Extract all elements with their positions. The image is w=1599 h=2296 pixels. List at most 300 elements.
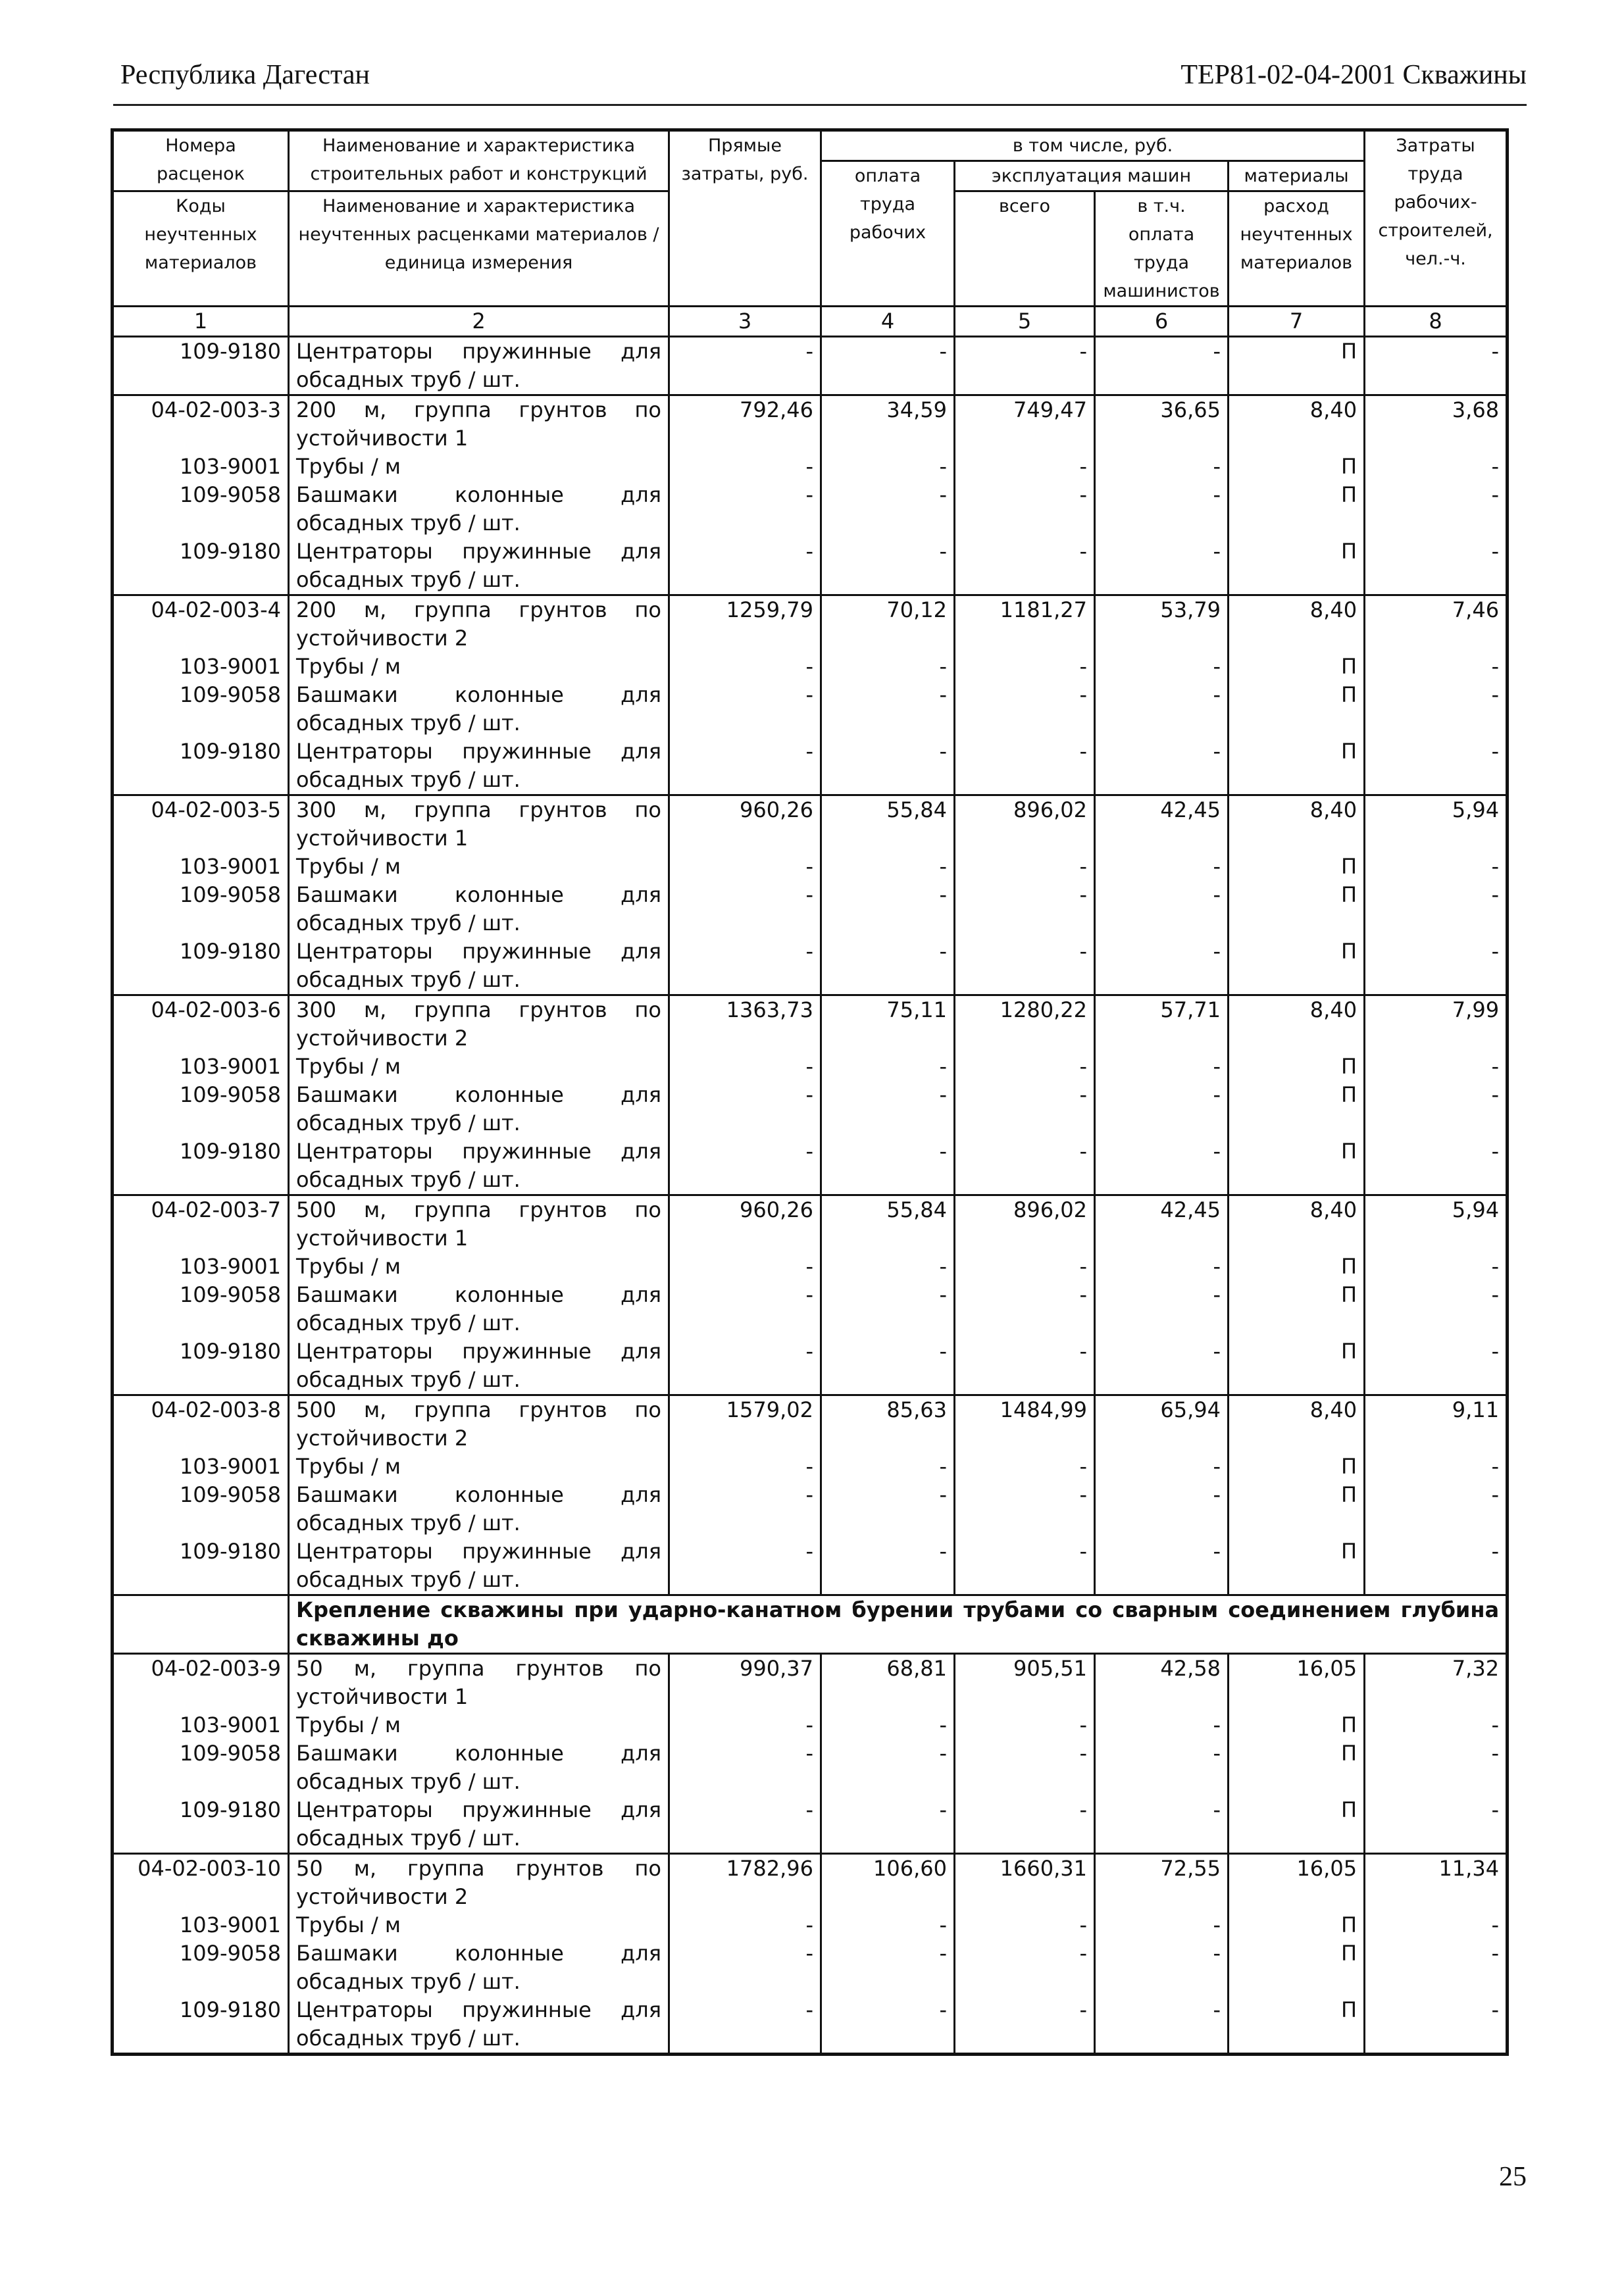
cell-value: 42,58 [1095, 1654, 1229, 1712]
cell-value: - [1491, 1797, 1500, 1822]
cell-value: - [669, 737, 821, 795]
material-description: Трубы / м [289, 1053, 669, 1081]
cell-value: П [1229, 681, 1365, 737]
material-description: Трубы / м [289, 1453, 669, 1481]
cell-value: - [955, 1996, 1095, 2055]
material-code: 103-9001 [113, 1253, 289, 1281]
header-machines-total: всего [955, 191, 1095, 307]
material-row [113, 1796, 1508, 1854]
material-code: 109-9058 [113, 1481, 289, 1537]
material-code: 103-9001 [113, 853, 289, 881]
cell-value: - [955, 1939, 1095, 1996]
cell-value: - [669, 1537, 821, 1595]
header-work-name: Наименование и характеристика строительных работ и конструкций [289, 130, 669, 191]
cell-value: - [821, 537, 955, 595]
cell-value: П [1229, 1081, 1365, 1137]
rate-description: 200 м, группа грунтов по устойчивости 1 [289, 395, 669, 453]
cell-value: 36,65 [1095, 395, 1229, 453]
cell-value: П [1229, 1911, 1365, 1939]
cell-value: - [1491, 1912, 1500, 1937]
header-rule [113, 104, 1527, 106]
cell-value: - [821, 653, 955, 681]
cell-value: П [1229, 737, 1365, 795]
cell-value: - [821, 737, 955, 795]
cell-value: - [1491, 1454, 1500, 1479]
cell-value: - [1491, 739, 1500, 764]
cell-value: 8,40 [1229, 395, 1365, 453]
material-row [113, 853, 1508, 881]
cell-value: 85,63 [821, 1395, 955, 1453]
cell-value: - [1491, 1741, 1500, 1766]
cell-value: 75,11 [821, 995, 955, 1053]
cell-value: 8,40 [1229, 1195, 1365, 1253]
cell-value: - [1491, 682, 1500, 707]
material-row [113, 1337, 1508, 1395]
cell-value: - [1095, 681, 1229, 737]
cell-value: 55,84 [821, 795, 955, 853]
cell-value: 8,40 [1229, 1395, 1365, 1453]
material-description: Башмаки колонные для обсадных труб / шт. [289, 1481, 669, 1537]
cell-value: - [1095, 653, 1229, 681]
material-description: Центраторы пружинные для обсадных труб / шт. [289, 937, 669, 995]
cell-value: П [1229, 937, 1365, 995]
cell-value: 960,26 [669, 1195, 821, 1253]
material-row [113, 1739, 1508, 1796]
cell-value: - [821, 337, 955, 395]
cell-value: П [1229, 481, 1365, 537]
material-code: 103-9001 [113, 1711, 289, 1739]
cell-value: - [821, 937, 955, 995]
header-including: в том числе, руб. [821, 130, 1365, 161]
material-code: 109-9058 [113, 681, 289, 737]
cell-value: 57,71 [1095, 995, 1229, 1053]
column-number: 6 [1095, 307, 1229, 337]
cell-value: - [955, 537, 1095, 595]
column-number: 8 [1365, 307, 1508, 337]
rate-row [113, 795, 1508, 853]
material-code: 103-9001 [113, 453, 289, 481]
cell-value: 896,02 [955, 795, 1095, 853]
cell-value: - [1491, 539, 1500, 564]
cell-value: - [1491, 482, 1500, 507]
column-number: 4 [821, 307, 955, 337]
cell-value: - [955, 1537, 1095, 1595]
cell-value: - [821, 681, 955, 737]
cell-value: - [1491, 1539, 1500, 1564]
material-description: Трубы / м [289, 1911, 669, 1939]
cell-value: 53,79 [1095, 595, 1229, 653]
rate-code: 04-02-003-7 [113, 1195, 289, 1253]
cell-value: 42,45 [1095, 795, 1229, 853]
cell-value: - [1095, 881, 1229, 937]
cell-value: - [669, 481, 821, 537]
cell-value: - [669, 537, 821, 595]
running-header-document: ТЕР81-02-04-2001 Скважины [1180, 60, 1527, 90]
cell-value: - [955, 1253, 1095, 1281]
cell-value: П [1229, 337, 1365, 395]
cell-value: 55,84 [821, 1195, 955, 1253]
material-description: Башмаки колонные для обсадных труб / шт. [289, 1281, 669, 1337]
material-row [113, 1911, 1508, 1939]
material-description: Центраторы пружинные для обсадных труб / шт. [289, 1337, 669, 1395]
cell-value: - [955, 453, 1095, 481]
cell-value: 65,94 [1095, 1395, 1229, 1453]
cell-value: 7,99 [1365, 995, 1508, 1053]
material-code: 109-9058 [113, 1739, 289, 1796]
material-description: Башмаки колонные для обсадных труб / шт. [289, 1939, 669, 1996]
rate-description: 500 м, группа грунтов по устойчивости 1 [289, 1195, 669, 1253]
cell-value: - [1365, 337, 1508, 395]
cell-value: 1782,96 [669, 1854, 821, 1912]
cell-value: - [955, 337, 1095, 395]
cell-value: 42,45 [1095, 1195, 1229, 1253]
material-code: 109-9180 [113, 1796, 289, 1854]
cell-value: - [669, 337, 821, 395]
cell-value: - [1491, 1997, 1500, 2022]
material-description: Башмаки колонные для обсадных труб / шт. [289, 881, 669, 937]
cell-value: П [1229, 1137, 1365, 1195]
rate-code: 04-02-003-4 [113, 595, 289, 653]
material-row [113, 653, 1508, 681]
cell-value: 11,34 [1365, 1854, 1508, 1912]
material-code: 103-9001 [113, 1053, 289, 1081]
cell-value: - [1095, 537, 1229, 595]
material-row [113, 1996, 1508, 2055]
cell-value: - [821, 1537, 955, 1595]
cell-value: 1579,02 [669, 1395, 821, 1453]
cell-value: 3,68 [1365, 395, 1508, 453]
cell-value: 16,05 [1229, 1854, 1365, 1912]
cell-value: - [1095, 937, 1229, 995]
cell-value: 8,40 [1229, 995, 1365, 1053]
material-code: 109-9180 [113, 737, 289, 795]
cell-value: 1363,73 [669, 995, 821, 1053]
cell-value: - [821, 1081, 955, 1137]
material-row [113, 1281, 1508, 1337]
cell-value: - [1095, 1939, 1229, 1996]
cell-value: 16,05 [1229, 1654, 1365, 1712]
header-material-codes: Коды неучтенных материалов [113, 191, 289, 307]
column-number: 3 [669, 307, 821, 337]
cell-value: - [955, 853, 1095, 881]
cell-value: П [1229, 537, 1365, 595]
cell-value: П [1229, 1939, 1365, 1996]
material-row [113, 1253, 1508, 1281]
material-row [113, 1711, 1508, 1739]
column-number: 2 [289, 307, 669, 337]
cell-value: - [669, 1996, 821, 2055]
cell-value: - [1095, 1137, 1229, 1195]
header-material-name: Наименование и характеристика неучтенных расценками материалов / единица измерения [289, 191, 669, 307]
cell-value: 960,26 [669, 795, 821, 853]
material-description: Башмаки колонные для обсадных труб / шт. [289, 481, 669, 537]
cell-value: - [1095, 1253, 1229, 1281]
cell-value: - [1491, 882, 1500, 907]
cell-value: - [669, 1453, 821, 1481]
material-description: Башмаки колонные для обсадных труб / шт. [289, 1739, 669, 1796]
material-description: Центраторы пружинные для обсадных труб / шт. [289, 337, 669, 395]
cell-value: - [669, 1253, 821, 1281]
column-number: 5 [955, 307, 1095, 337]
cell-value: - [821, 453, 955, 481]
material-row [113, 937, 1508, 995]
cell-value: - [1095, 737, 1229, 795]
cell-value: - [669, 653, 821, 681]
cell-value: 9,11 [1365, 1395, 1508, 1453]
rate-row [113, 1195, 1508, 1253]
cell-value: 5,94 [1365, 795, 1508, 853]
cell-value: - [821, 1481, 955, 1537]
material-code: 109-9058 [113, 1081, 289, 1137]
material-row [113, 1053, 1508, 1081]
cell-value: - [1491, 1054, 1500, 1079]
cell-value: - [669, 1137, 821, 1195]
material-description: Центраторы пружинные для обсадных труб / шт. [289, 1996, 669, 2055]
rates-table [111, 128, 1509, 2056]
cell-value: 896,02 [955, 1195, 1095, 1253]
cell-value: 1280,22 [955, 995, 1095, 1053]
material-row [113, 1939, 1508, 1996]
cell-value: - [821, 853, 955, 881]
rate-description: 50 м, группа грунтов по устойчивости 1 [289, 1654, 669, 1712]
rate-description: 500 м, группа грунтов по устойчивости 2 [289, 1395, 669, 1453]
material-code: 103-9001 [113, 1911, 289, 1939]
cell-value: - [955, 1337, 1095, 1395]
rate-description: 200 м, группа грунтов по устойчивости 2 [289, 595, 669, 653]
cell-value: - [955, 1739, 1095, 1796]
cell-value: - [669, 881, 821, 937]
cell-value: - [955, 481, 1095, 537]
material-code: 109-9058 [113, 1281, 289, 1337]
material-description: Трубы / м [289, 1253, 669, 1281]
cell-value: - [669, 1053, 821, 1081]
rate-description: 300 м, группа грунтов по устойчивости 2 [289, 995, 669, 1053]
cell-value: 5,94 [1365, 1195, 1508, 1253]
rate-row [113, 1854, 1508, 1912]
cell-value: П [1229, 1796, 1365, 1854]
rate-row [113, 1654, 1508, 1712]
cell-value: - [669, 937, 821, 995]
cell-value: П [1229, 1281, 1365, 1337]
column-number: 7 [1229, 307, 1365, 337]
cell-value: - [821, 1939, 955, 1996]
cell-value: 990,37 [669, 1654, 821, 1712]
cell-value: - [669, 1281, 821, 1337]
cell-value: - [1095, 1739, 1229, 1796]
cell-value: - [821, 1137, 955, 1195]
material-code: 109-9180 [113, 1996, 289, 2055]
cell-value: - [669, 1711, 821, 1739]
material-description: Трубы / м [289, 853, 669, 881]
cell-value: 106,60 [821, 1854, 955, 1912]
cell-value: - [955, 737, 1095, 795]
material-row [113, 1481, 1508, 1537]
rate-code: 04-02-003-5 [113, 795, 289, 853]
cell-value: - [669, 853, 821, 881]
cell-value: - [669, 1481, 821, 1537]
cell-value: - [821, 881, 955, 937]
cell-value: 792,46 [669, 395, 821, 453]
cell-value: - [821, 1281, 955, 1337]
section-title: Крепление скважины при ударно-канатном бурении трубами со сварным соединением глубина скважины до [289, 1595, 1508, 1654]
cell-value: - [1095, 1081, 1229, 1137]
page-number: 25 [1499, 2162, 1527, 2192]
cell-value: П [1229, 1481, 1365, 1537]
cell-value: 749,47 [955, 395, 1095, 453]
cell-value: - [955, 937, 1095, 995]
header-rate-numbers: Номера расценок [113, 130, 289, 191]
cell-value: - [669, 453, 821, 481]
material-description: Трубы / м [289, 453, 669, 481]
rate-code: 04-02-003-10 [113, 1854, 289, 1912]
material-description: Центраторы пружинные для обсадных труб / шт. [289, 537, 669, 595]
cell-value: - [955, 1481, 1095, 1537]
cell-value: - [821, 1996, 955, 2055]
cell-value: - [955, 1053, 1095, 1081]
cell-value: 34,59 [821, 395, 955, 453]
material-row [113, 481, 1508, 537]
cell-value: П [1229, 1537, 1365, 1595]
cell-value: - [1095, 453, 1229, 481]
cell-value: П [1229, 1253, 1365, 1281]
cell-value: - [821, 1337, 955, 1395]
cell-value: П [1229, 1711, 1365, 1739]
material-code: 109-9180 [113, 1137, 289, 1195]
cell-value: 1181,27 [955, 595, 1095, 653]
rate-description: 300 м, группа грунтов по устойчивости 1 [289, 795, 669, 853]
cell-value: - [1491, 1282, 1500, 1307]
material-description: Башмаки колонные для обсадных труб / шт. [289, 1081, 669, 1137]
header-material-usage: расход неучтенных материалов [1229, 191, 1365, 307]
cell-value: - [955, 1281, 1095, 1337]
header-direct-costs: Прямые затраты, руб. [669, 130, 821, 307]
material-code: 103-9001 [113, 1453, 289, 1481]
rate-row [113, 395, 1508, 453]
cell-value: - [1095, 1481, 1229, 1537]
cell-value: - [1491, 1941, 1500, 1966]
cell-value: - [669, 1911, 821, 1939]
cell-value: 7,46 [1365, 595, 1508, 653]
column-number: 1 [113, 307, 289, 337]
material-row [113, 737, 1508, 795]
material-row [113, 1081, 1508, 1137]
cell-value: - [669, 1081, 821, 1137]
cell-value: - [1491, 1082, 1500, 1107]
material-row [113, 1137, 1508, 1195]
cell-value: 7,32 [1365, 1654, 1508, 1712]
cell-value: - [955, 1081, 1095, 1137]
cell-value: 1660,31 [955, 1854, 1095, 1912]
material-description: Трубы / м [289, 1711, 669, 1739]
header-machines: эксплуатация машин [955, 161, 1229, 191]
cell-value: - [955, 681, 1095, 737]
cell-value: 8,40 [1229, 795, 1365, 853]
cell-value: - [669, 1739, 821, 1796]
header-labor-cost: Затраты труда рабочих-строителей, чел.-ч. [1365, 130, 1508, 307]
cell-value: - [821, 481, 955, 537]
rate-code: 04-02-003-3 [113, 395, 289, 453]
material-row [113, 1537, 1508, 1595]
cell-value: - [1095, 1281, 1229, 1337]
cell-value: - [1491, 854, 1500, 879]
cell-value: - [955, 653, 1095, 681]
cell-value: - [1491, 1712, 1500, 1737]
cell-value: - [669, 1939, 821, 1996]
cell-value: - [669, 681, 821, 737]
cell-value: - [1491, 1139, 1500, 1164]
rate-row [113, 995, 1508, 1053]
rate-description: 50 м, группа грунтов по устойчивости 2 [289, 1854, 669, 1912]
cell-value: 1484,99 [955, 1395, 1095, 1453]
material-row [113, 881, 1508, 937]
material-row [113, 681, 1508, 737]
material-description: Трубы / м [289, 653, 669, 681]
cell-value: - [1095, 481, 1229, 537]
material-description: Центраторы пружинные для обсадных труб / шт. [289, 1537, 669, 1595]
cell-value: П [1229, 1453, 1365, 1481]
cell-value: 905,51 [955, 1654, 1095, 1712]
material-description: Башмаки колонные для обсадных труб / шт. [289, 681, 669, 737]
cell-value: - [821, 1453, 955, 1481]
material-row [113, 537, 1508, 595]
material-code: 109-9180 [113, 1337, 289, 1395]
cell-value: П [1229, 853, 1365, 881]
header-materials: материалы [1229, 161, 1365, 191]
cell-value: - [1095, 1711, 1229, 1739]
material-code: 109-9180 [113, 337, 289, 395]
cell-value: П [1229, 1053, 1365, 1081]
cell-value: - [1095, 1911, 1229, 1939]
rate-row [113, 1395, 1508, 1453]
running-header-region: Республика Дагестан [120, 60, 370, 90]
cell-value: - [1491, 1482, 1500, 1507]
material-code: 109-9180 [113, 937, 289, 995]
cell-value: - [1491, 1254, 1500, 1279]
material-code: 103-9001 [113, 653, 289, 681]
cell-value: 1259,79 [669, 595, 821, 653]
material-row [113, 1453, 1508, 1481]
cell-value: - [1095, 853, 1229, 881]
cell-value: - [955, 1711, 1095, 1739]
material-row [113, 453, 1508, 481]
cell-value: 70,12 [821, 595, 955, 653]
cell-value: П [1229, 453, 1365, 481]
rate-code: 04-02-003-6 [113, 995, 289, 1053]
rate-code: 04-02-003-8 [113, 1395, 289, 1453]
cell-value: - [669, 1337, 821, 1395]
rate-code: 04-02-003-9 [113, 1654, 289, 1712]
material-description: Центраторы пружинные для обсадных труб / шт. [289, 1796, 669, 1854]
cell-value: - [821, 1253, 955, 1281]
cell-value: - [821, 1053, 955, 1081]
cell-value: - [1095, 1996, 1229, 2055]
cell-value: - [821, 1796, 955, 1854]
material-description: Центраторы пружинные для обсадных труб / шт. [289, 1137, 669, 1195]
cell-value: П [1229, 1739, 1365, 1796]
cell-value: - [955, 1796, 1095, 1854]
material-code: 109-9180 [113, 1537, 289, 1595]
cell-value: 68,81 [821, 1654, 955, 1712]
cell-value: - [1491, 654, 1500, 679]
material-description: Центраторы пружинные для обсадных труб / шт. [289, 737, 669, 795]
cell-value: - [955, 1453, 1095, 1481]
cell-value: П [1229, 1337, 1365, 1395]
cell-value: - [821, 1711, 955, 1739]
header-machinist-pay: в т.ч. оплата труда машинистов [1095, 191, 1229, 307]
cell-value: - [955, 1137, 1095, 1195]
cell-value: - [1095, 1453, 1229, 1481]
cell-value: 8,40 [1229, 595, 1365, 653]
